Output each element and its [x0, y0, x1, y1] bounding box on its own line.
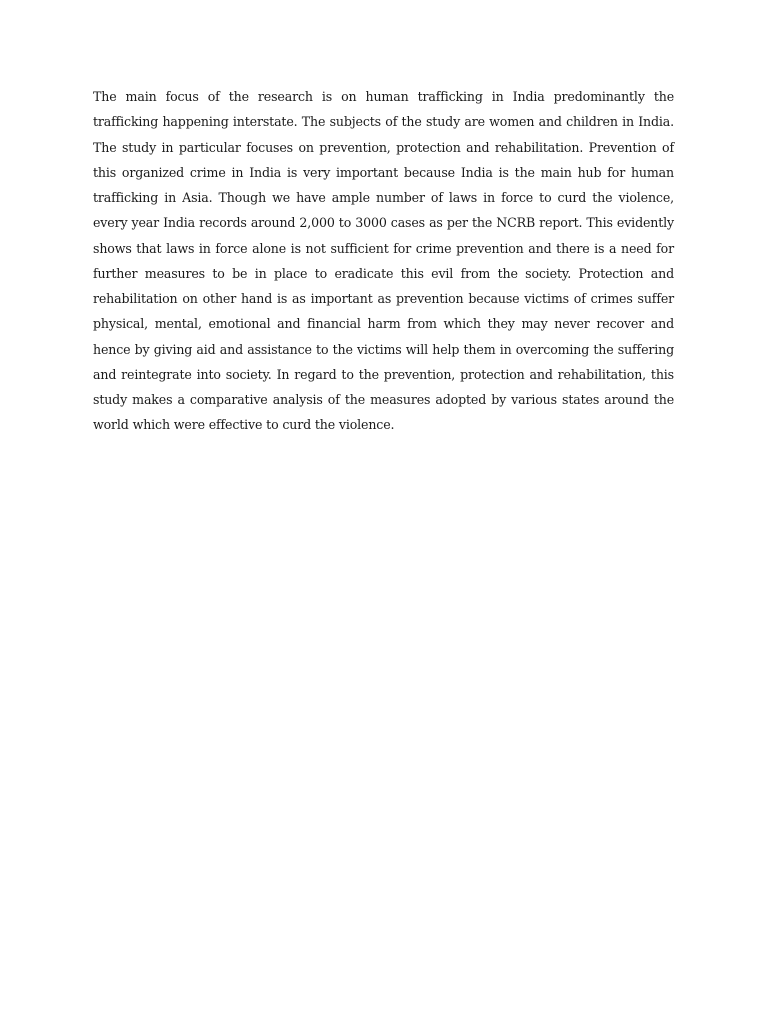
- body-paragraph: The main focus of the research is on human trafficking in India predominantly the trafficking happening interstate. The subjects of the study are women and children in India. The study in particular focuses on prevention, protection and rehabilitation. Prevention of this organized crime in India is very important because India is the main hub for human trafficking in Asia. Though we have ample number of laws in force to curd the violence, every year India records around 2,000 to 3000 cases as per the NCRB report. This evidently shows that laws in force alone is not sufficient for crime prevention and there is a need for further measures to be in place to eradicate this evil from the society. Protection and rehabilitation on other hand is as important as prevention because victims of crimes suffer physical, mental, emotional and financial harm from which they may never recover and hence by giving aid and assistance to the victims will help them in overcoming the suffering and reintegrate into society. In regard to the prevention, protection and rehabilitation, this study makes a comparative analysis of the measures adopted by various states around the world which were effective to curd the violence.: [93, 89, 674, 433]
